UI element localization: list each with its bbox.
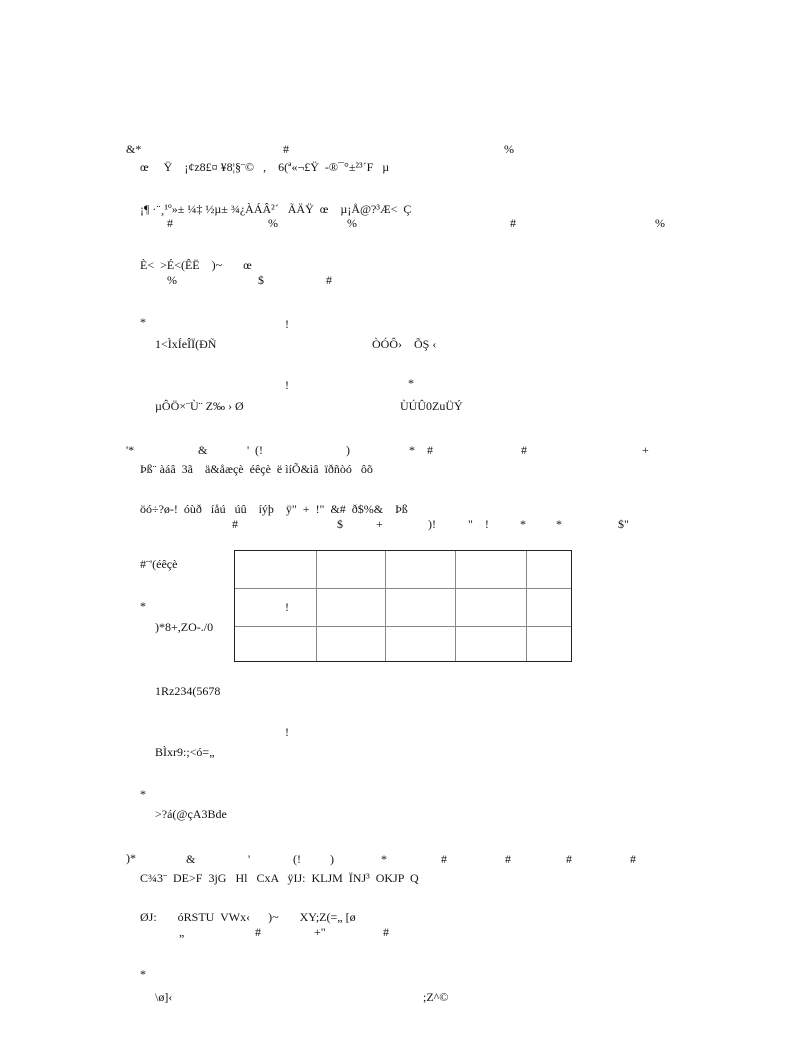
table-col-divider bbox=[385, 551, 386, 661]
paragraph-1-sub-1: # bbox=[167, 216, 173, 230]
paragraph-4-sub-4: # bbox=[383, 925, 389, 939]
heading-2-mark-5: ) bbox=[346, 443, 350, 457]
table-label-2: )*8+,ZO-./0 bbox=[155, 620, 214, 634]
paragraph-3-line: öó÷?ø-! óùð íåú úû íýþ ÿ" + !" &# ð$%& Þß bbox=[140, 502, 408, 516]
section-1-star: * bbox=[140, 315, 146, 329]
section-2-left-text: µÔÖ×¨Ù¨ Z‰ › Ø bbox=[155, 399, 244, 413]
paragraph-3-sub-4: )! bbox=[428, 517, 436, 531]
heading-2-mark-6: * # bbox=[409, 443, 433, 457]
table-col-divider bbox=[316, 551, 317, 661]
section-1-left-text: 1<ÌxÍeÎÏ(ÐÑ bbox=[155, 337, 217, 351]
heading-3-mark-9: # bbox=[566, 852, 572, 866]
heading-3-mark-2: & bbox=[186, 852, 196, 866]
table-bang: ! bbox=[285, 600, 289, 614]
heading-3-mark-6: * bbox=[381, 852, 387, 866]
table-row-divider bbox=[235, 626, 571, 627]
paragraph-2-sub-2: $ bbox=[258, 273, 264, 287]
paragraph-4-sub-2: # bbox=[255, 925, 261, 939]
heading-3-mark-5: ) bbox=[330, 852, 334, 866]
section-2-right-text: ÙÚÛ0ZuÜÝ bbox=[400, 399, 463, 413]
paragraph-1-sub-4: # bbox=[510, 216, 516, 230]
label-star: * bbox=[140, 787, 146, 801]
paragraph-3-sub-5: " ! bbox=[468, 517, 489, 531]
paragraph-1-sub-2: % bbox=[268, 216, 278, 230]
table-col-divider bbox=[526, 551, 527, 661]
heading-2-mark-4: (! bbox=[255, 443, 263, 457]
paragraph-2-line: È< >É<(ÊË )~ œ bbox=[140, 258, 252, 272]
heading-2-mark-8: + bbox=[642, 443, 649, 457]
paragraph-3-sub-3: + bbox=[376, 517, 383, 531]
table-col-divider bbox=[455, 551, 456, 661]
heading-2-mark-3: ' bbox=[247, 443, 250, 457]
label-bang: ! bbox=[285, 725, 289, 739]
heading-3-mark-4: (! bbox=[293, 852, 301, 866]
heading-2-mark-2: & bbox=[198, 443, 208, 457]
paragraph-3-sub-6: * bbox=[520, 517, 526, 531]
heading-1-hash: # bbox=[283, 142, 289, 156]
heading-3-mark-7: # bbox=[441, 852, 447, 866]
heading-1-marker: &* bbox=[126, 142, 142, 156]
section-3-right-text: ;Z^© bbox=[423, 990, 449, 1004]
section-2-star: * bbox=[408, 376, 414, 390]
paragraph-1-line: ¡¶ ·¨¸¹º»± ¼‡ ½µ± ¾¿ÀÁÂ²´ ÃÄŸ œ µ¡Å@?³Æ< Ç bbox=[140, 202, 412, 216]
label-4: BÌxr9:;<ó=„ bbox=[155, 745, 215, 759]
heading-3-text: C¾3¨ DE>F 3jG Hl CxA ÿIJ: KLJM ÏNJ³ OKJP Q bbox=[140, 871, 419, 885]
section-3-left-text: \ø]‹ bbox=[155, 990, 173, 1004]
paragraph-3-sub-2: $ bbox=[337, 517, 343, 531]
section-3-star: * bbox=[140, 967, 146, 981]
paragraph-4-line: ØJ: óRSTU VWx‹ )~ XY;Z(=„ [ø bbox=[140, 910, 356, 924]
table-row-divider bbox=[235, 588, 571, 589]
paragraph-2-sub-1: % bbox=[167, 273, 177, 287]
table-label-1: #¨'(éêçè bbox=[140, 557, 178, 571]
label-3: 1Rz234(5678 bbox=[155, 684, 221, 698]
paragraph-4-sub-3: +" bbox=[314, 925, 326, 939]
section-2-bang: ! bbox=[285, 378, 289, 392]
table-star: * bbox=[140, 599, 146, 613]
section-1-right-text: ÒÓÔ› ÕŞ ‹ bbox=[372, 337, 437, 351]
heading-1-text: œ Ÿ ¡¢z8£¤ ¥8¦§¨© , 6(ª«¬£Ÿ -®¯°±²³´F µ bbox=[140, 160, 390, 174]
heading-3-mark-8: # bbox=[505, 852, 511, 866]
heading-3-mark-10: # bbox=[630, 852, 636, 866]
paragraph-3-sub-1: # bbox=[232, 517, 238, 531]
heading-2-text: Þß¨ àáâ 3ã ä&åæçè éêçè ë ìíÕ&ìâ ïðñòó ôõ bbox=[140, 462, 373, 476]
paragraph-3-sub-7: * bbox=[556, 517, 562, 531]
label-5: >?á(@çA3Bde bbox=[155, 807, 227, 821]
paragraph-1-sub-3: % bbox=[347, 216, 357, 230]
heading-3-mark-1: )* bbox=[126, 851, 136, 865]
paragraph-1-sub-5: % bbox=[655, 216, 665, 230]
heading-3-mark-3: ' bbox=[248, 852, 251, 866]
paragraph-2-sub-3: # bbox=[326, 273, 332, 287]
heading-1-percent: % bbox=[504, 142, 514, 156]
section-1-bang: ! bbox=[285, 317, 289, 331]
paragraph-3-sub-8: $" bbox=[618, 517, 629, 531]
paragraph-4-sub-1: „ bbox=[179, 925, 185, 939]
heading-2-mark-7: # bbox=[521, 443, 527, 457]
heading-2-mark-1: '* bbox=[126, 443, 135, 457]
